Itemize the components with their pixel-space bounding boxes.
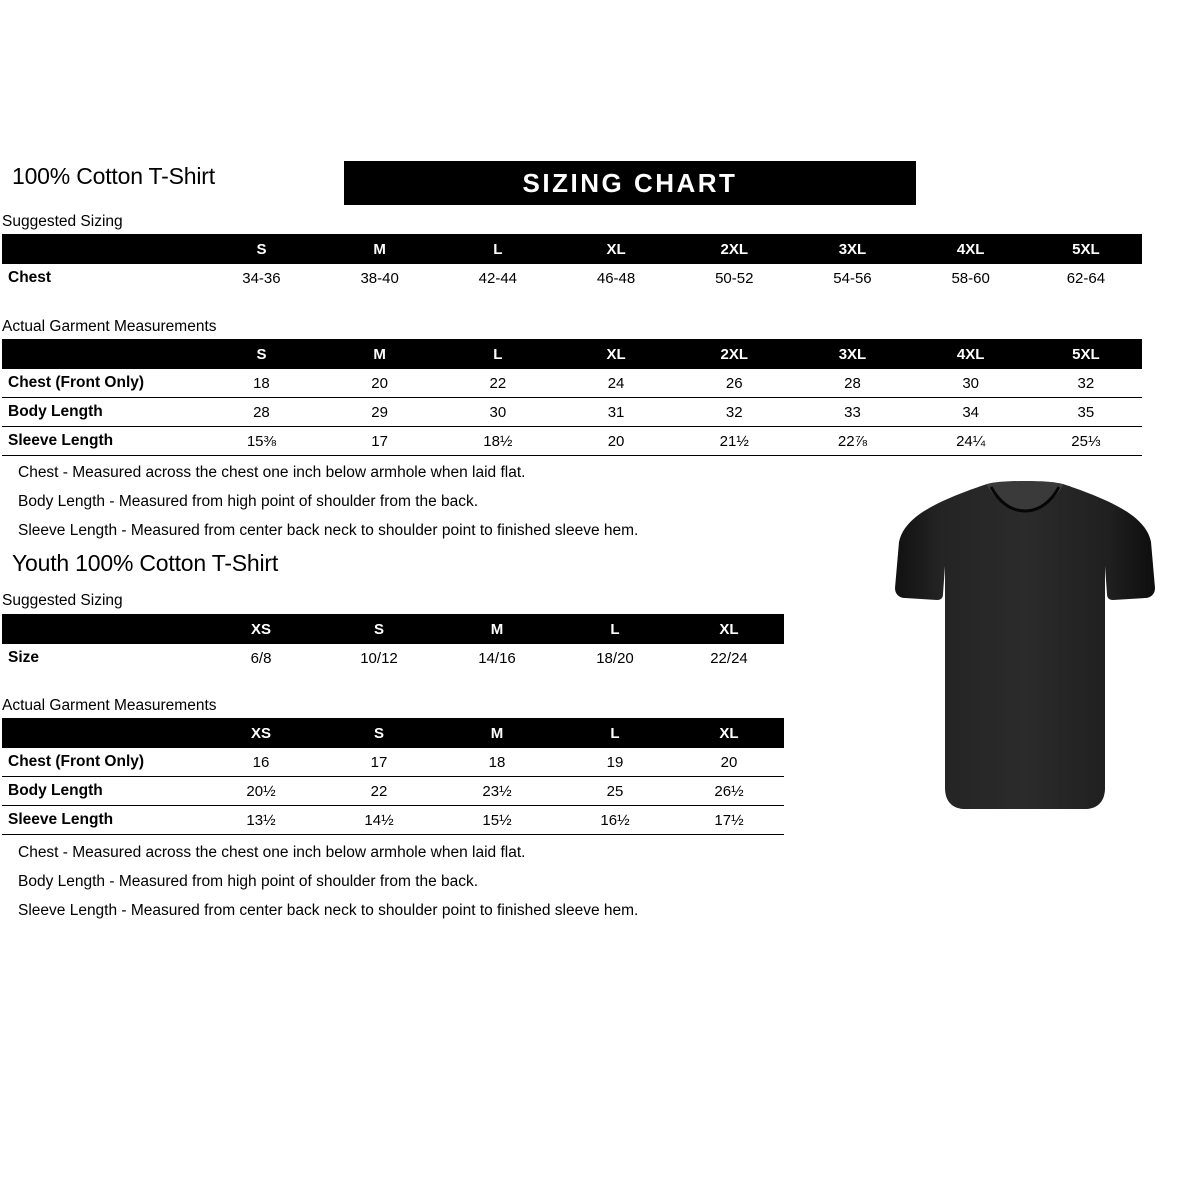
header-cell: L xyxy=(610,724,620,742)
adult-suggested-sizing-label: Suggested Sizing xyxy=(2,213,123,230)
table-cell: 26 xyxy=(675,369,793,398)
adult-notes xyxy=(18,458,638,545)
table-row xyxy=(2,748,784,777)
table-row xyxy=(2,369,1142,398)
row-label: Body Length xyxy=(2,777,202,806)
youth-actual-measurements-table xyxy=(2,718,784,835)
table-cell: 42-44 xyxy=(478,269,518,287)
youth-suggested-sizing-table xyxy=(2,614,784,672)
row-label: Body Length xyxy=(2,398,202,427)
table-cell: 16 xyxy=(202,748,320,777)
table-cell: 17½ xyxy=(674,806,784,835)
table-cell: 20½ xyxy=(202,777,320,806)
adult-header xyxy=(12,163,912,203)
note-body-length: Body Length - Measured from high point of shoulder from the back. xyxy=(18,493,479,510)
table-cell: 32 xyxy=(675,398,793,427)
table-cell: 25 xyxy=(556,777,674,806)
header-cell: 3XL xyxy=(838,345,867,363)
table-cell: 33 xyxy=(793,398,911,427)
table-row xyxy=(2,264,1142,292)
table-header-row xyxy=(2,718,784,748)
table-cell: 62-64 xyxy=(1066,269,1106,287)
table-cell: 16½ xyxy=(556,806,674,835)
table-cell: 18½ xyxy=(439,427,557,456)
header-cell: 3XL xyxy=(838,240,867,258)
table-cell: 32 xyxy=(1030,369,1142,398)
header-cell: S xyxy=(373,724,384,742)
header-cell: XL xyxy=(606,345,626,363)
note-sleeve-length: Sleeve Length - Measured from center back neck to shoulder point to finished sleeve hem. xyxy=(18,902,639,919)
table-cell: 13½ xyxy=(202,806,320,835)
table-cell: 24 xyxy=(557,369,675,398)
table-cell: 58-60 xyxy=(951,269,990,287)
header-cell: S xyxy=(256,345,267,363)
table-cell: 23½ xyxy=(438,777,556,806)
table-cell: 6/8 xyxy=(250,649,272,667)
header-cell: XL xyxy=(719,724,739,742)
table-cell: 28 xyxy=(793,369,911,398)
header-cell: 5XL xyxy=(1072,345,1100,363)
tshirt-icon xyxy=(895,470,1155,815)
table-cell: 20 xyxy=(557,427,675,456)
table-cell: 18 xyxy=(202,369,320,398)
table-row xyxy=(2,644,784,672)
table-row xyxy=(2,398,1142,427)
youth-notes xyxy=(18,838,638,925)
row-label: Sleeve Length xyxy=(2,427,202,456)
adult-actual-measurements-table xyxy=(2,339,1142,456)
row-label: Sleeve Length xyxy=(2,806,202,835)
table-cell: 20 xyxy=(321,369,439,398)
table-cell: 22 xyxy=(320,777,438,806)
note-chest: Chest - Measured across the chest one inch below armhole when laid flat. xyxy=(18,844,526,861)
table-cell: 21½ xyxy=(675,427,793,456)
table-cell: 38-40 xyxy=(360,269,399,287)
header-cell: 2XL xyxy=(720,240,749,258)
adult-actual-measurements-label: Actual Garment Measurements xyxy=(2,318,217,335)
header-cell: M xyxy=(490,620,504,638)
table-cell: 22/24 xyxy=(710,649,748,667)
header-cell: XL xyxy=(606,240,626,258)
table-cell: 46-48 xyxy=(596,269,636,287)
table-cell: 17 xyxy=(320,748,438,777)
tshirt-product-image xyxy=(895,470,1155,815)
table-cell: 14/16 xyxy=(478,649,516,667)
table-header-row xyxy=(2,339,1142,369)
youth-suggested-sizing-label: Suggested Sizing xyxy=(2,592,123,609)
row-label: Chest (Front Only) xyxy=(2,748,202,777)
adult-suggested-sizing-table xyxy=(2,234,1142,292)
table-cell: 34-36 xyxy=(242,269,281,287)
sizing-chart-banner: SIZING CHART xyxy=(344,161,916,205)
header-cell xyxy=(2,614,202,644)
header-cell: M xyxy=(490,724,504,742)
row-label: Size xyxy=(8,649,40,666)
table-cell: 35 xyxy=(1030,398,1142,427)
header-cell: 4XL xyxy=(956,345,985,363)
row-label: Chest xyxy=(8,269,52,286)
note-chest: Chest - Measured across the chest one inch below armhole when laid flat. xyxy=(18,464,526,481)
table-cell: 25⅓ xyxy=(1030,427,1142,456)
header-cell: XS xyxy=(250,620,271,638)
table-cell: 15½ xyxy=(438,806,556,835)
table-cell: 28 xyxy=(202,398,320,427)
table-cell: 15⅜ xyxy=(202,427,320,456)
table-header-row xyxy=(2,614,784,644)
header-cell: S xyxy=(373,620,384,638)
table-cell: 18/20 xyxy=(596,649,634,667)
table-cell: 26½ xyxy=(674,777,784,806)
table-cell: 24¼ xyxy=(912,427,1030,456)
table-cell: 22 xyxy=(439,369,557,398)
header-cell: 4XL xyxy=(956,240,985,258)
header-cell: L xyxy=(493,240,503,258)
header-cell: M xyxy=(373,345,386,363)
header-cell: L xyxy=(610,620,620,638)
table-cell: 30 xyxy=(912,369,1030,398)
note-body-length: Body Length - Measured from high point of shoulder from the back. xyxy=(18,873,479,890)
note-sleeve-length: Sleeve Length - Measured from center back neck to shoulder point to finished sleeve hem. xyxy=(18,522,639,539)
youth-actual-measurements-label: Actual Garment Measurements xyxy=(2,697,217,714)
header-cell: XL xyxy=(719,620,739,638)
header-cell: L xyxy=(493,345,503,363)
row-label: Chest (Front Only) xyxy=(2,369,202,398)
header-cell: M xyxy=(373,240,386,258)
table-row xyxy=(2,777,784,806)
youth-section-title: Youth 100% Cotton T-Shirt xyxy=(12,550,279,576)
table-cell: 10/12 xyxy=(360,649,398,667)
table-cell: 29 xyxy=(321,398,439,427)
header-cell: XS xyxy=(250,724,271,742)
header-cell xyxy=(2,718,202,748)
header-cell: 5XL xyxy=(1072,240,1100,258)
table-cell: 34 xyxy=(912,398,1030,427)
header-cell: S xyxy=(256,240,267,258)
table-row xyxy=(2,806,784,835)
header-cell xyxy=(2,234,202,264)
table-cell: 31 xyxy=(557,398,675,427)
table-cell: 50-52 xyxy=(715,269,754,287)
table-cell: 18 xyxy=(438,748,556,777)
table-header-row xyxy=(2,234,1142,264)
table-cell: 22⅞ xyxy=(793,427,911,456)
table-cell: 17 xyxy=(321,427,439,456)
header-cell xyxy=(2,339,202,369)
table-cell: 54-56 xyxy=(833,269,872,287)
table-cell: 14½ xyxy=(320,806,438,835)
table-cell: 20 xyxy=(674,748,784,777)
table-cell: 19 xyxy=(556,748,674,777)
adult-section-title: 100% Cotton T-Shirt xyxy=(12,163,215,189)
table-cell: 30 xyxy=(439,398,557,427)
table-row xyxy=(2,427,1142,456)
header-cell: 2XL xyxy=(720,345,749,363)
